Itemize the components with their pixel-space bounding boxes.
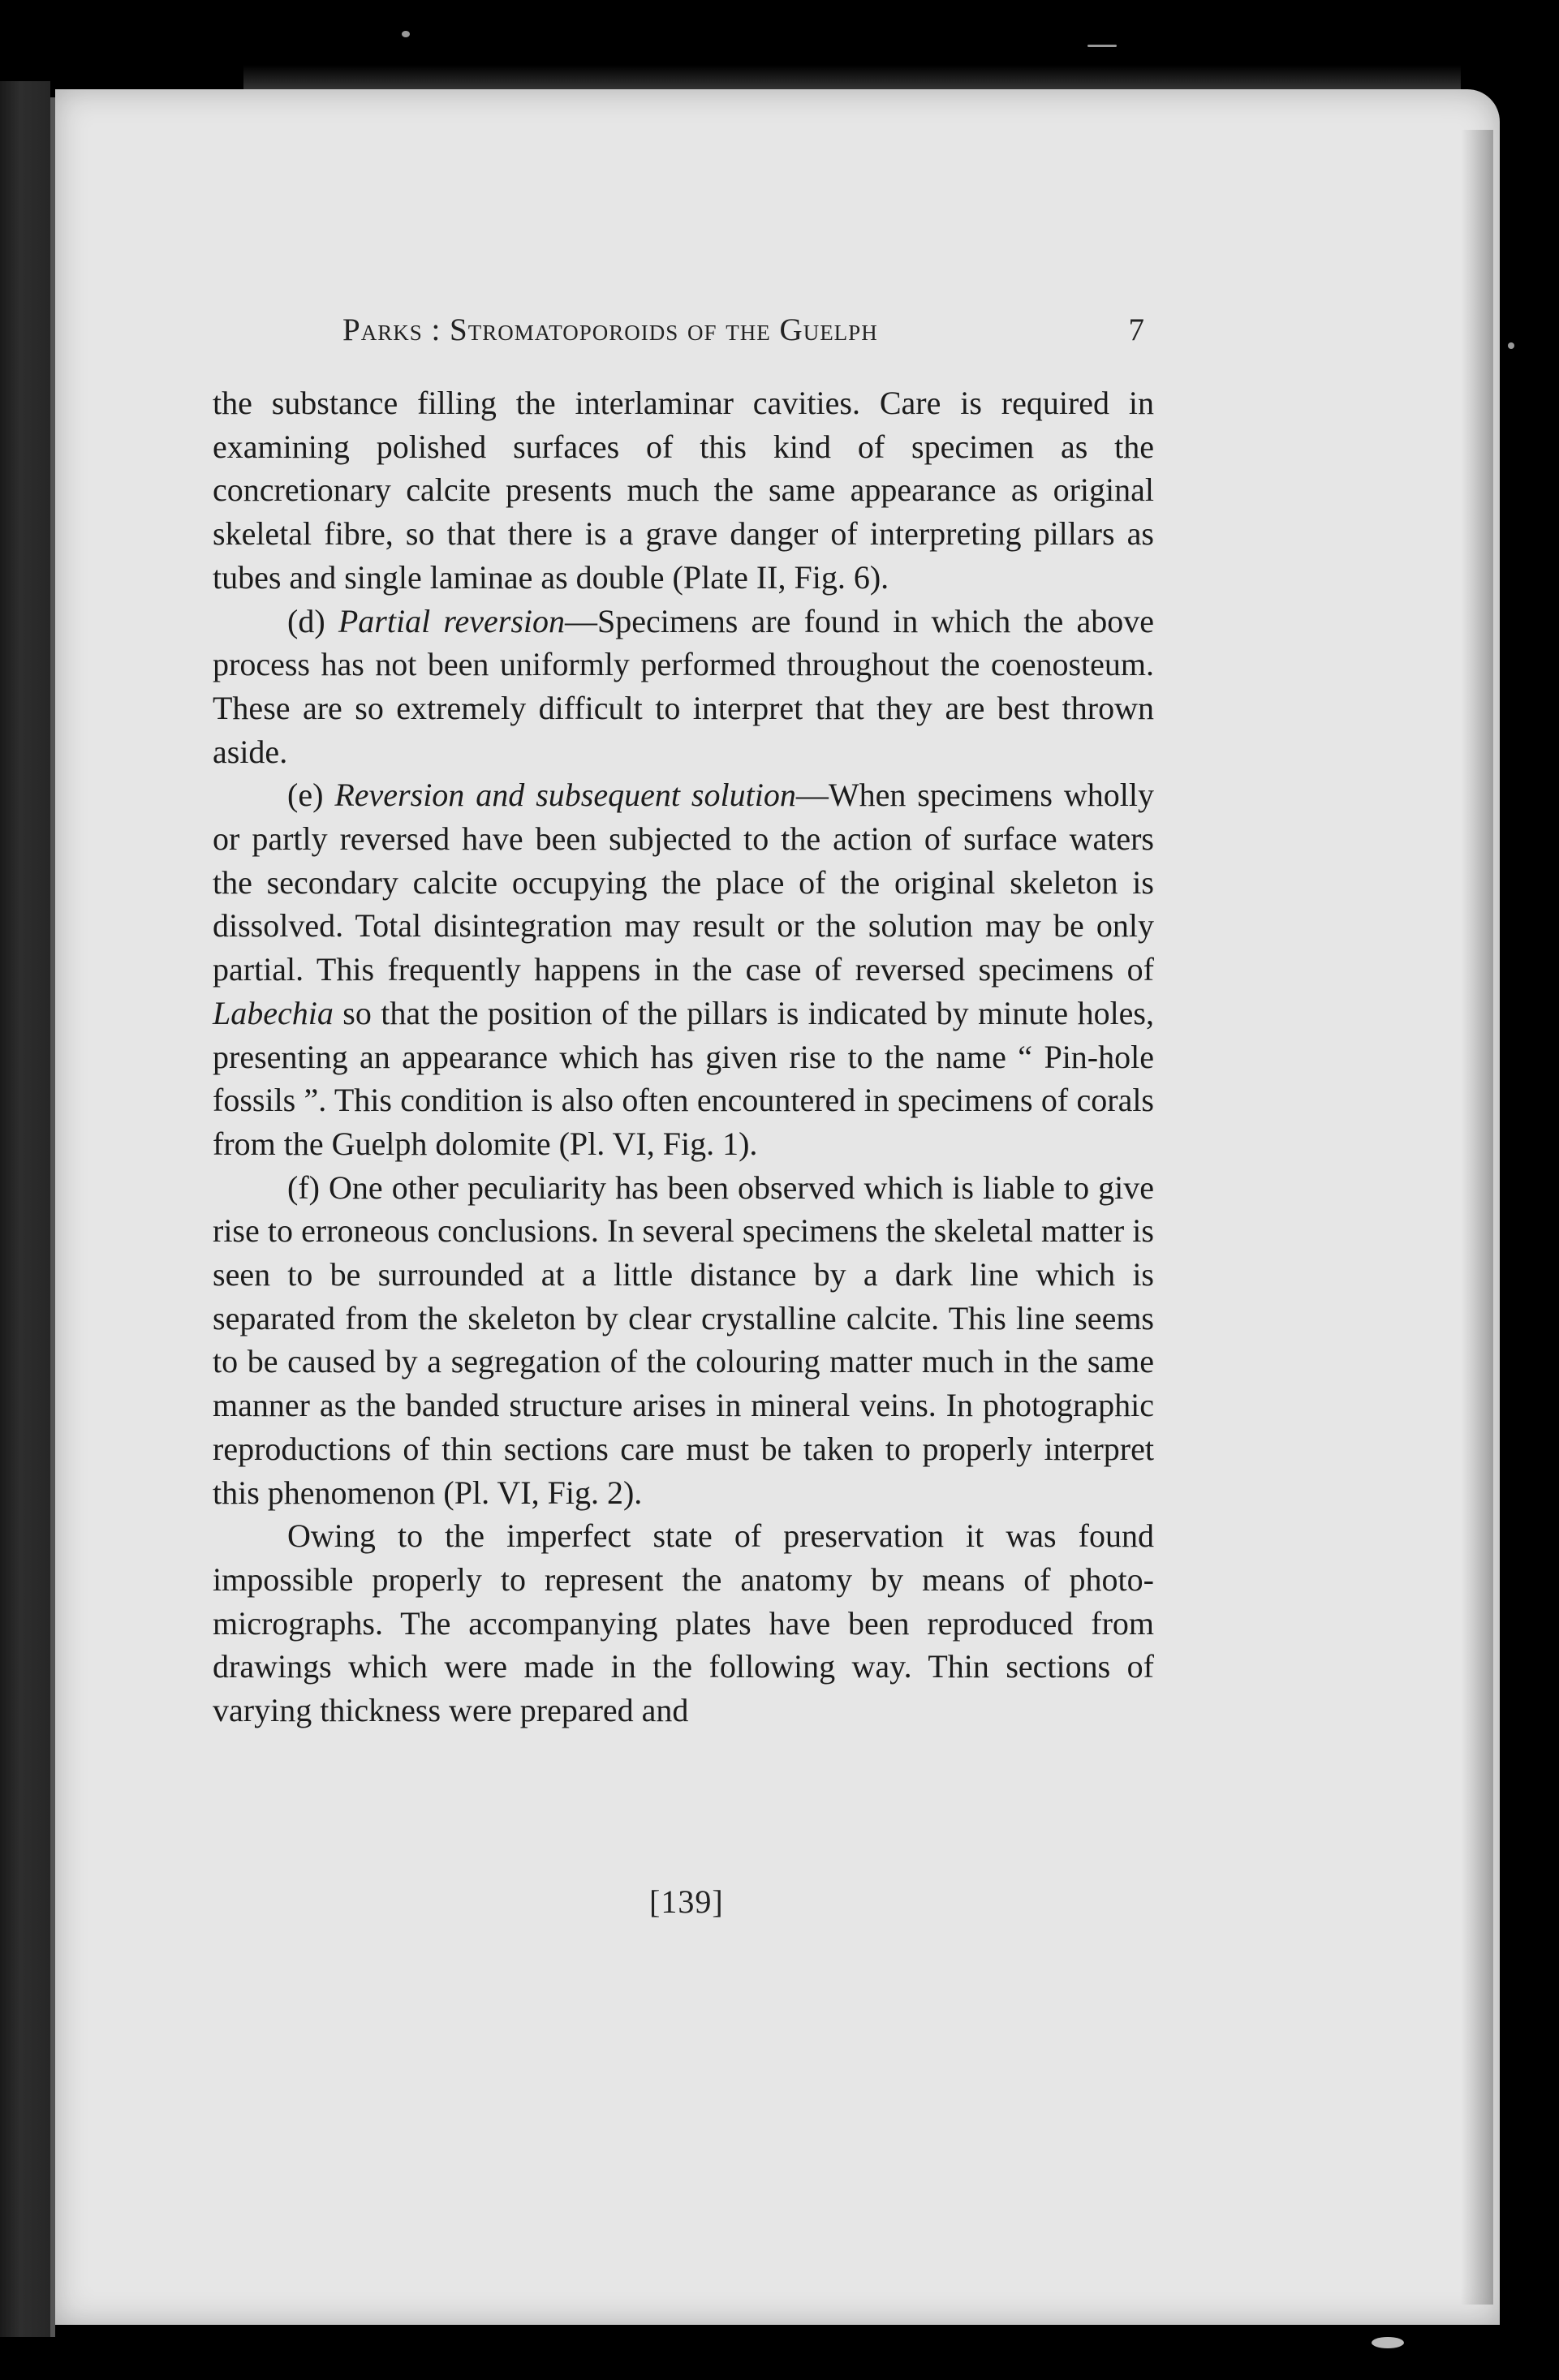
header-page-number: 7	[1128, 312, 1144, 347]
paragraph-text: —When specimens wholly or partly reversed have been subjected to the action of surface waters the secondary calcite occupying the place of the original skeleton is dissolved. Total disintegration may result or the solution may be only partial. This frequently happens in the case of reversed specimens of	[213, 777, 1154, 988]
paragraph	[213, 381, 1154, 600]
scan-speck	[402, 31, 410, 37]
paragraph-text: (e)	[287, 777, 335, 814]
scan-speck	[1372, 2337, 1404, 2348]
running-title: Parks : Stromatoporoids of the Guelph	[342, 312, 878, 347]
paragraph-text: the substance filling the interlaminar cavities. Care is required in examining polished surfaces of this kind of specimen as the concretionary calcite presents much the same appearance as original skeletal fibre, so that there is a grave danger of interpreting pillars as tubes and single laminae as double (Plate II, Fig. 6).	[213, 385, 1154, 596]
body-text	[213, 381, 1154, 1732]
paragraph	[213, 600, 1154, 774]
paragraph	[213, 773, 1154, 1165]
paragraph-text: (d)	[287, 602, 338, 639]
previous-page-edge	[0, 81, 50, 2337]
footer-page-number: [139]	[649, 1883, 724, 1920]
paragraph-text: (f) One other peculiarity has been observed which is liable to give rise to erroneous conclusions. In several specimens the skeletal matter is seen to be surrounded at a little distance by a dark line which is separated from the skeleton by clear crystalline calcite. This line seems to be caused by a segregation of the colouring matter much in the same manner as the banded structure arises in mineral veins. In photographic reproductions of thin sections care must be taken to properly interpret this phenomenon (Pl. VI, Fig. 2).	[213, 1168, 1154, 1511]
running-header	[342, 312, 1156, 357]
paragraph-text: —Specimens are found in which the above process has not been uniformly performed throughout the coenosteum. These are so extremely difficult to interpret that they are best thrown aside.	[213, 602, 1154, 770]
scan-speck	[1508, 342, 1514, 349]
page-right-shadow	[1461, 130, 1493, 2305]
italic-heading: Reversion and subsequent solution	[334, 777, 796, 814]
italic-genus-name: Labechia	[213, 994, 334, 1031]
scan-speck	[1087, 45, 1117, 47]
paragraph-text: so that the position of the pillars is indicated by minute holes, presenting an appearance which has given rise to the name “ Pin-hole fossils ”. This condition is also often encountered in specimens of corals from the Guelph dolomite (Pl. VI, Fig. 1).	[213, 994, 1154, 1162]
italic-heading: Partial reversion	[338, 602, 566, 639]
paragraph	[213, 1166, 1154, 1515]
paragraph	[213, 1514, 1154, 1732]
paragraph-text: Owing to the imperfect state of preservation it was found impossible properly to represent the anatomy by means of photo-micrographs. The accompanying plates have been reproduced from drawings which were made in the following way. Thin sections of varying thickness were prepared and	[213, 1517, 1154, 1729]
